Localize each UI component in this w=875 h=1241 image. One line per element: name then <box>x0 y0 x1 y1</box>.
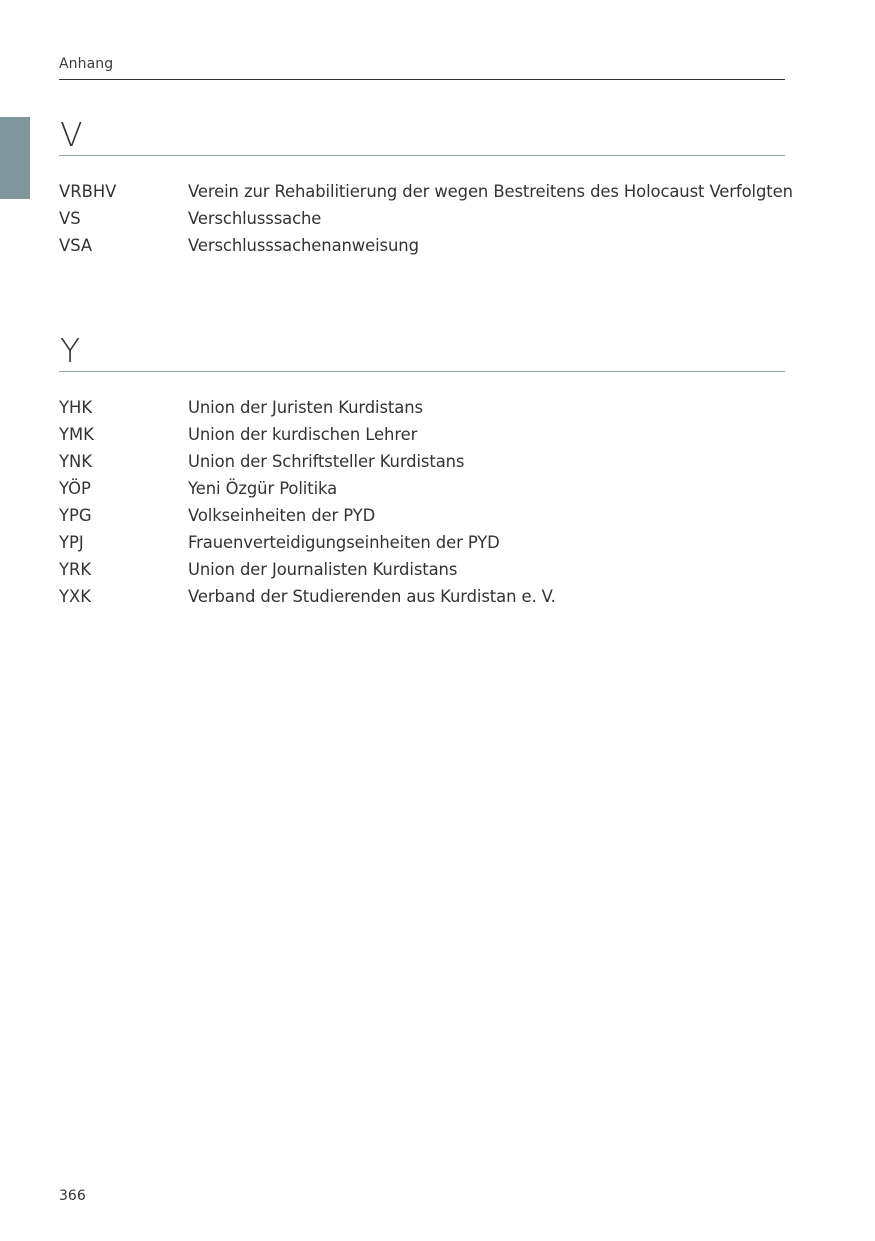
abbreviation: YÖP <box>59 479 91 498</box>
abbreviation: VRBHV <box>59 182 117 201</box>
abbreviation-list <box>59 178 793 259</box>
abbreviation-entry <box>59 529 785 556</box>
abbreviation-meaning: Verband der Studierenden aus Kurdistan e. V. <box>188 587 556 606</box>
abbreviation-entry <box>59 448 785 475</box>
abbreviation-entry <box>59 394 785 421</box>
abbreviation-entry <box>59 205 785 232</box>
running-header: Anhang <box>59 56 114 72</box>
abbreviation-meaning: Verschlusssache <box>188 209 322 228</box>
abbreviation: YNK <box>59 452 93 471</box>
abbreviation: YPG <box>59 506 92 525</box>
abbreviation-meaning: Yeni Özgür Politika <box>188 479 338 498</box>
abbreviation-meaning: Union der kurdischen Lehrer <box>188 425 418 444</box>
section-rule <box>59 371 785 372</box>
abbreviation: YPJ <box>59 533 84 552</box>
abbreviation-meaning: Union der Schriftsteller Kurdistans <box>188 452 465 471</box>
abbreviation-meaning: Union der Journalisten Kurdistans <box>188 560 458 579</box>
section-y <box>59 333 785 610</box>
abbreviation: YMK <box>59 425 94 444</box>
abbreviation-entry <box>59 475 785 502</box>
header-rule <box>59 79 785 80</box>
abbreviation-meaning: Union der Juristen Kurdistans <box>188 398 423 417</box>
abbreviation-list <box>59 394 785 610</box>
abbreviation: VS <box>59 209 81 228</box>
abbreviation-meaning: Volkseinheiten der PYD <box>188 506 376 525</box>
section-v <box>59 115 793 259</box>
abbreviation-entry <box>59 583 785 610</box>
abbreviation-meaning: Frauenverteidigungseinheiten der PYD <box>188 533 500 552</box>
section-letter: Y <box>60 331 81 370</box>
section-letter: V <box>60 115 83 154</box>
page-number: 366 <box>59 1188 86 1204</box>
abbreviation: VSA <box>59 236 93 255</box>
abbreviation-entry <box>59 556 785 583</box>
abbreviation-entry <box>59 421 785 448</box>
section-rule <box>59 155 785 156</box>
abbreviation-entry <box>59 232 785 259</box>
chapter-tab-marker <box>0 117 30 199</box>
abbreviation-meaning: Verein zur Rehabilitierung der wegen Bestreitens des Holocaust Verfolgten <box>188 182 793 201</box>
abbreviation-meaning: Verschlusssachenanweisung <box>188 236 419 255</box>
abbreviation: YHK <box>59 398 93 417</box>
abbreviation-entry <box>59 502 785 529</box>
abbreviation: YXK <box>59 587 91 606</box>
abbreviation: YRK <box>59 560 92 579</box>
abbreviation-entry <box>59 178 793 205</box>
